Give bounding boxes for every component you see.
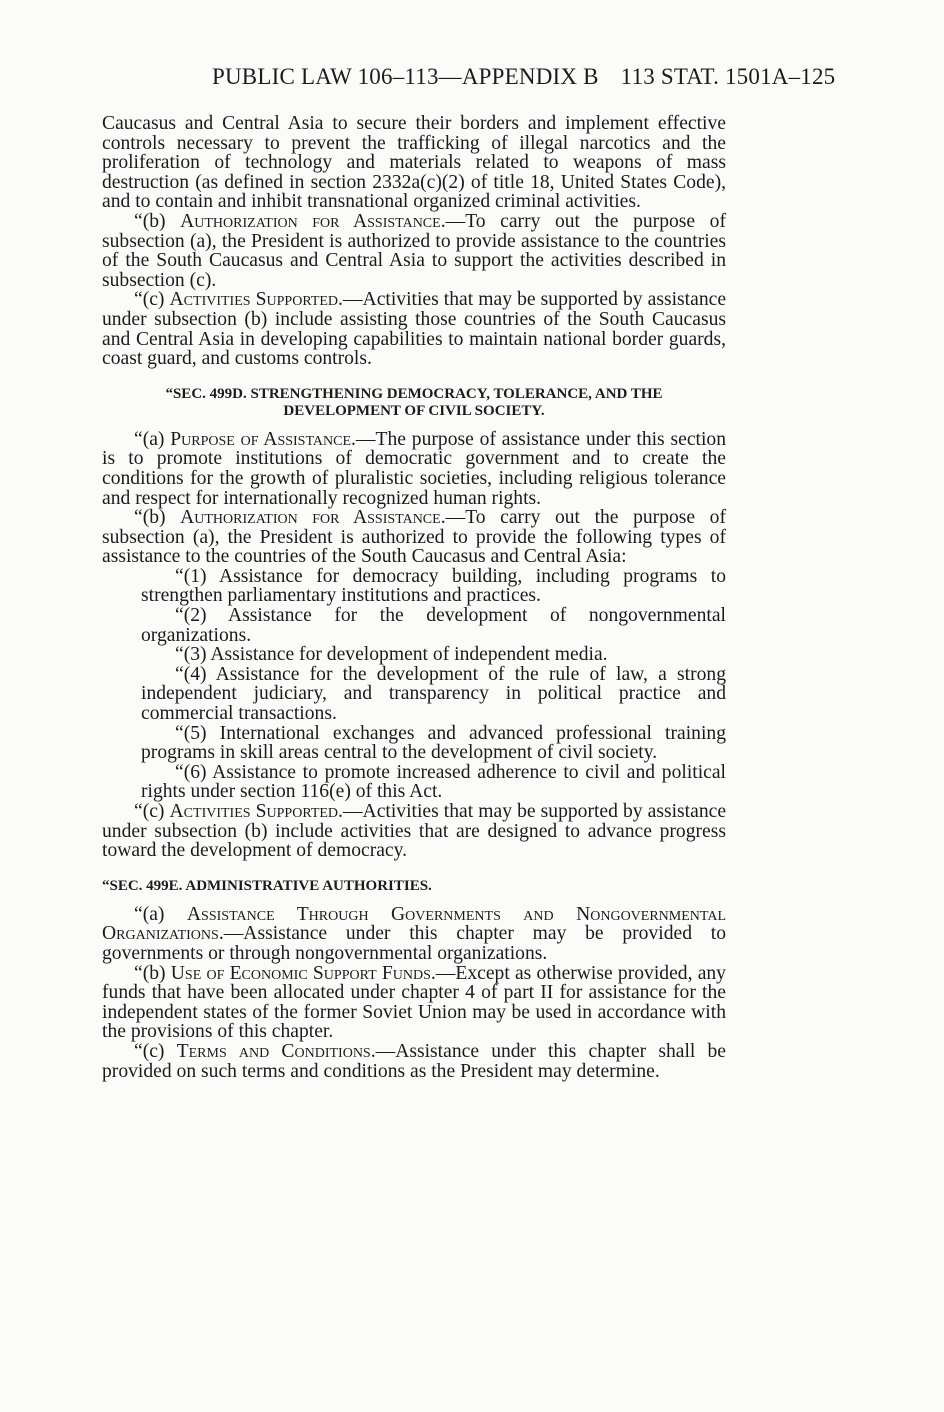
subsection-heading: Purpose of Assistance <box>170 428 352 450</box>
subsection-b-authorization: “(b) Authorization for Assistance.—To carry out the purpose of subsection (a), the President is authorized to provide assistance to the countries of the South Caucasus and Central Asia to support the activities described in subsection (c). <box>102 210 726 291</box>
subsection-heading: Assistance Through Governments and Nongovernmental Organizations <box>102 903 726 945</box>
subsection-heading: Authorization for Assistance <box>180 507 441 529</box>
subsection-c-activities: “(c) Activities Supported.—Activities that may be supported by assistance under subsection (b) include assisting those countries of the South Caucasus and Central Asia in developing capabilities to maintain national border guards, coast guard, and customs controls. <box>102 289 727 370</box>
subsection-heading: Use of Economic Support Funds <box>170 962 431 984</box>
running-header <box>212 64 835 90</box>
section-499d-subsection-b: “(b) Authorization for Assistance.—To carry out the purpose of subsection (a), the President is authorized to provide the following types of assistance to the countries of the South Caucasus and Central Asia: <box>102 507 726 568</box>
continued-paragraph: Caucasus and Central Asia to secure their borders and implement effective controls necessary to prevent the trafficking of illegal narcotics and the proliferation of technology and materials related to weapons of mass destruction (as defined in section 2332a(c)(2) of title 18, United States Code), and to contain and inhibit transnational organized criminal activities. <box>102 113 726 213</box>
subsection-heading: Activities Supported <box>169 801 339 822</box>
list-item: “(3) Assistance for development of independent media. <box>175 644 608 666</box>
section-499d-subsection-c: “(c) Activities Supported.—Activities that may be supported by assistance under subsection (b) include activities that are designed to advance progress toward the development of democracy. <box>102 801 727 862</box>
section-499e-heading: “SEC. 499E. ADMINISTRATIVE AUTHORITIES. <box>102 877 432 894</box>
header-stat-page: 113 STAT. 1501A–125 <box>620 64 836 89</box>
list-item: “(1) Assistance for democracy building, including programs to strengthen parliamentary institutions and practices. <box>141 565 726 607</box>
list-item: “(5) International exchanges and advanced professional training programs in skill areas central to the development of civil society. <box>141 722 726 764</box>
list-item: “(6) Assistance to promote increased adherence to civil and political rights under section 116(e) of this Act. <box>141 761 726 803</box>
section-499d-heading: “SEC. 499D. STRENGTHENING DEMOCRACY, TOLERANCE, AND THE DEVELOPMENT OF CIVIL SOCIETY. <box>165 385 663 419</box>
section-499e-subsection-c: “(c) Terms and Conditions.—Assistance under this chapter shall be provided on such terms and conditions as the President may determine. <box>102 1040 727 1082</box>
subsection-heading: Terms and Conditions <box>176 1040 371 1062</box>
section-499e-subsection-a: “(a) Assistance Through Governments and Nongovernmental Organizations.—Assistance under this chapter may be provided to governments or through nongovernmental organizations. <box>102 903 726 964</box>
body-text <box>102 114 726 1081</box>
subsection-heading: Authorization for Assistance <box>180 210 441 232</box>
section-499e-subsection-b: “(b) Use of Economic Support Funds.—Except as otherwise provided, any funds that have been allocated under chapter 4 of part II for assistance for the independent states of the former Soviet Union may be used in accordance with the provisions of this chapter. <box>102 962 726 1043</box>
list-item: “(2) Assistance for the development of nongovernmental organizations. <box>141 605 726 646</box>
section-499d-subsection-a: “(a) Purpose of Assistance.—The purpose of assistance under this section is to promote institutions of democratic government and to create the conditions for the growth of pluralistic societies, including religious tolerance and respect for internationally recognized human rights. <box>102 428 727 509</box>
list-item: “(4) Assistance for the development of the rule of law, a strong independent judiciary, and transparency in political practice and commercial transactions. <box>141 663 726 725</box>
subsection-heading: Activities Supported <box>169 289 339 311</box>
header-title: PUBLIC LAW 106–113—APPENDIX B <box>212 64 599 89</box>
